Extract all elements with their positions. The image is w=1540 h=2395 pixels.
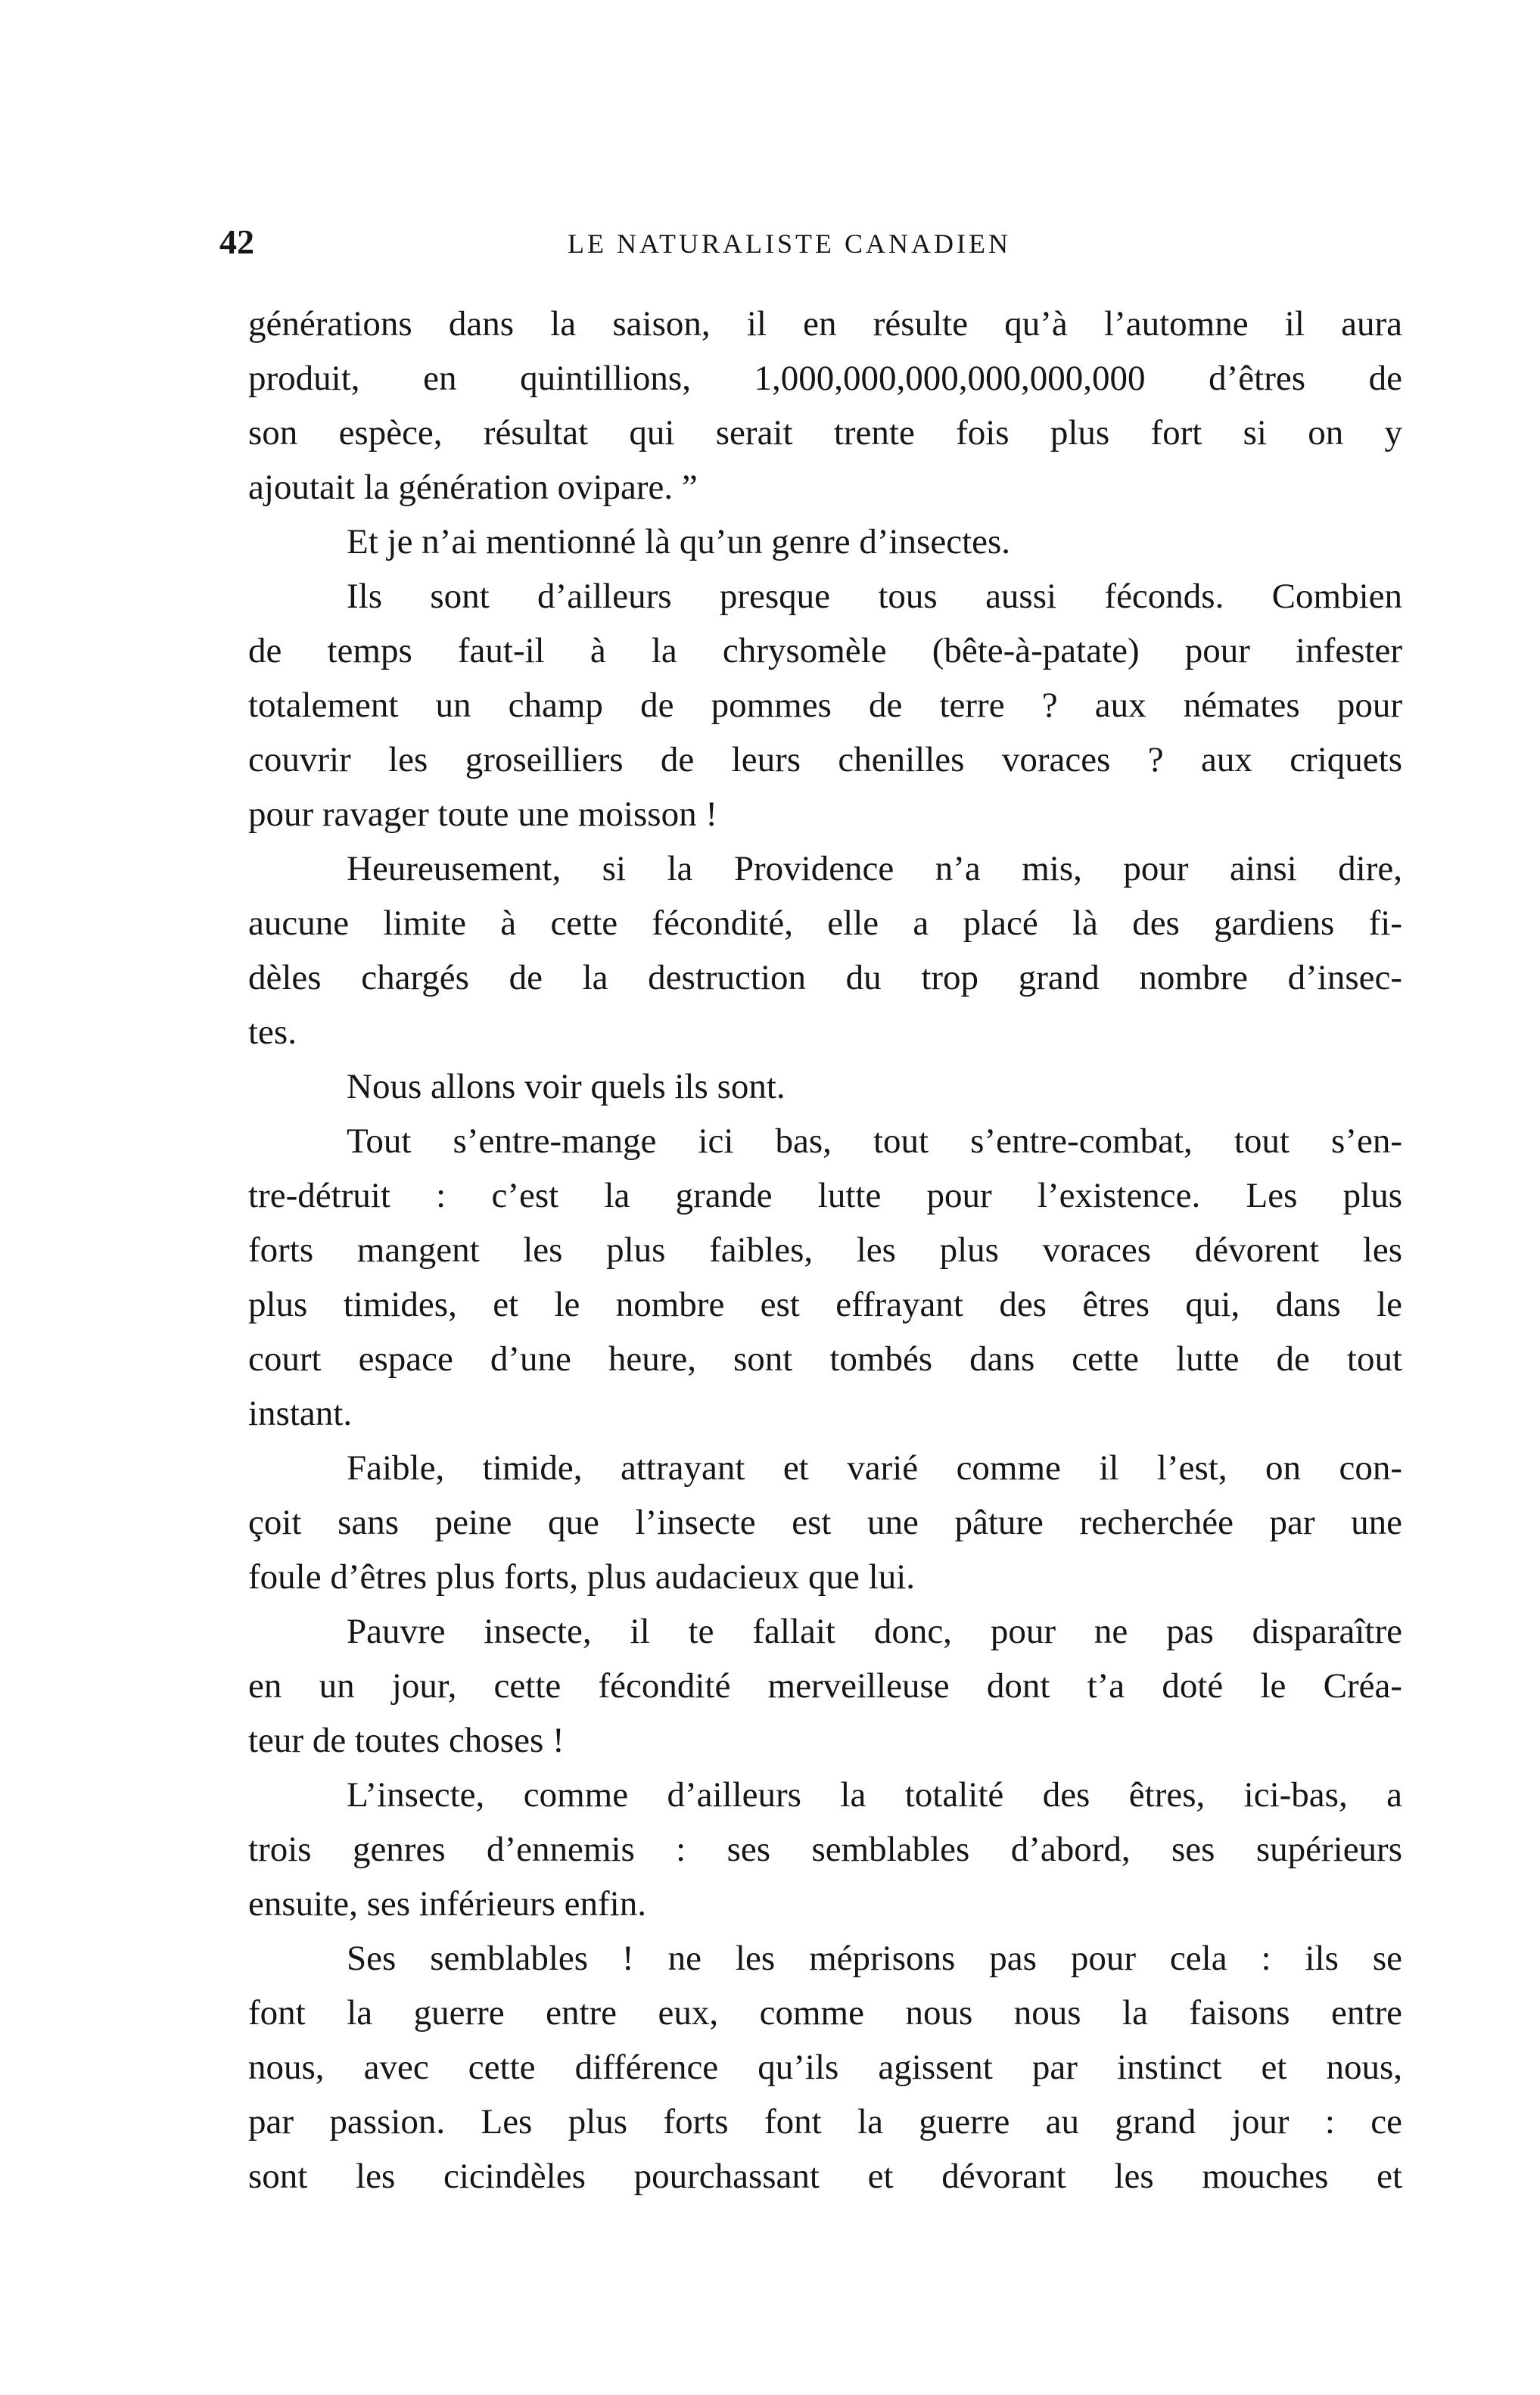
- text-line: instant.: [248, 1394, 353, 1433]
- text-line: dèles chargés de la destruction du trop grand nombre d’insec-: [248, 958, 1402, 997]
- text-line: en un jour, cette fécondité merveilleuse dont t’a doté le Créa-: [248, 1666, 1402, 1706]
- text-line: nous, avec cette différence qu’ils agissent par instinct et nous,: [248, 2048, 1402, 2087]
- text-line: aucune limite à cette fécondité, elle a placé là des gardiens fi-: [248, 904, 1402, 943]
- text-line: sont les cicindèles pourchassant et dévorant les mouches et: [248, 2157, 1402, 2196]
- text-line: produit, en quintillions, 1,000,000,000,000,000,000 d’êtres de: [248, 359, 1402, 398]
- running-head: LE NATURALISTE CANADIEN: [568, 229, 1011, 259]
- text-line: générations dans la saison, il en résulte qu’à l’automne il aura: [248, 304, 1402, 344]
- page-header: [219, 219, 1385, 272]
- text-line: de temps faut-il à la chrysomèle (bête-à-patate) pour infester: [248, 631, 1402, 670]
- text-line: ajoutait la génération ovipare. ”: [248, 468, 698, 507]
- text-line: çoit sans peine que l’insecte est une pâture recherchée par une: [248, 1503, 1402, 1542]
- text-line: pour ravager toute une moisson !: [248, 795, 717, 834]
- text-line: tes.: [248, 1012, 297, 1052]
- text-line: font la guerre entre eux, comme nous nous la faisons entre: [248, 1993, 1402, 2033]
- text-line: Ils sont d’ailleurs presque tous aussi féconds. Combien: [347, 577, 1402, 616]
- text-line: ensuite, ses inférieurs enfin.: [248, 1884, 646, 1924]
- text-line: forts mangent les plus faibles, les plus voraces dévorent les: [248, 1230, 1402, 1270]
- text-line: plus timides, et le nombre est effrayant des êtres qui, dans le: [248, 1285, 1402, 1324]
- text-line: tre-détruit : c’est la grande lutte pour l’existence. Les plus: [248, 1176, 1402, 1215]
- text-line: Et je n’ai mentionné là qu’un genre d’insectes.: [347, 522, 1011, 561]
- text-line: L’insecte, comme d’ailleurs la totalité des êtres, ici-bas, a: [347, 1775, 1402, 1815]
- text-line: court espace d’une heure, sont tombés dans cette lutte de tout: [248, 1339, 1402, 1379]
- text-line: Pauvre insecte, il te fallait donc, pour ne pas disparaître: [347, 1612, 1402, 1651]
- text-line: Tout s’entre-mange ici bas, tout s’entre-combat, tout s’en-: [347, 1121, 1402, 1161]
- text-line: Ses semblables ! ne les méprisons pas pour cela : ils se: [347, 1939, 1402, 1978]
- text-line: foule d’êtres plus forts, plus audacieux que lui.: [248, 1557, 916, 1597]
- body-text: [248, 297, 1402, 2204]
- text-line: par passion. Les plus forts font la guerre au grand jour : ce: [248, 2102, 1402, 2142]
- text-line: totalement un champ de pommes de terre ? aux némates pour: [248, 686, 1402, 725]
- text-line: son espèce, résultat qui serait trente fois plus fort si on y: [248, 413, 1402, 453]
- text-line: couvrir les groseilliers de leurs chenilles voraces ? aux criquets: [248, 740, 1402, 779]
- text-line: trois genres d’ennemis : ses semblables d’abord, ses supérieurs: [248, 1830, 1402, 1869]
- text-line: teur de toutes choses !: [248, 1721, 565, 1760]
- text-line: Faible, timide, attrayant et varié comme il l’est, on con-: [347, 1448, 1402, 1488]
- text-line: Heureusement, si la Providence n’a mis, pour ainsi dire,: [347, 849, 1402, 888]
- page-number: 42: [219, 222, 254, 261]
- text-line: Nous allons voir quels ils sont.: [347, 1067, 786, 1106]
